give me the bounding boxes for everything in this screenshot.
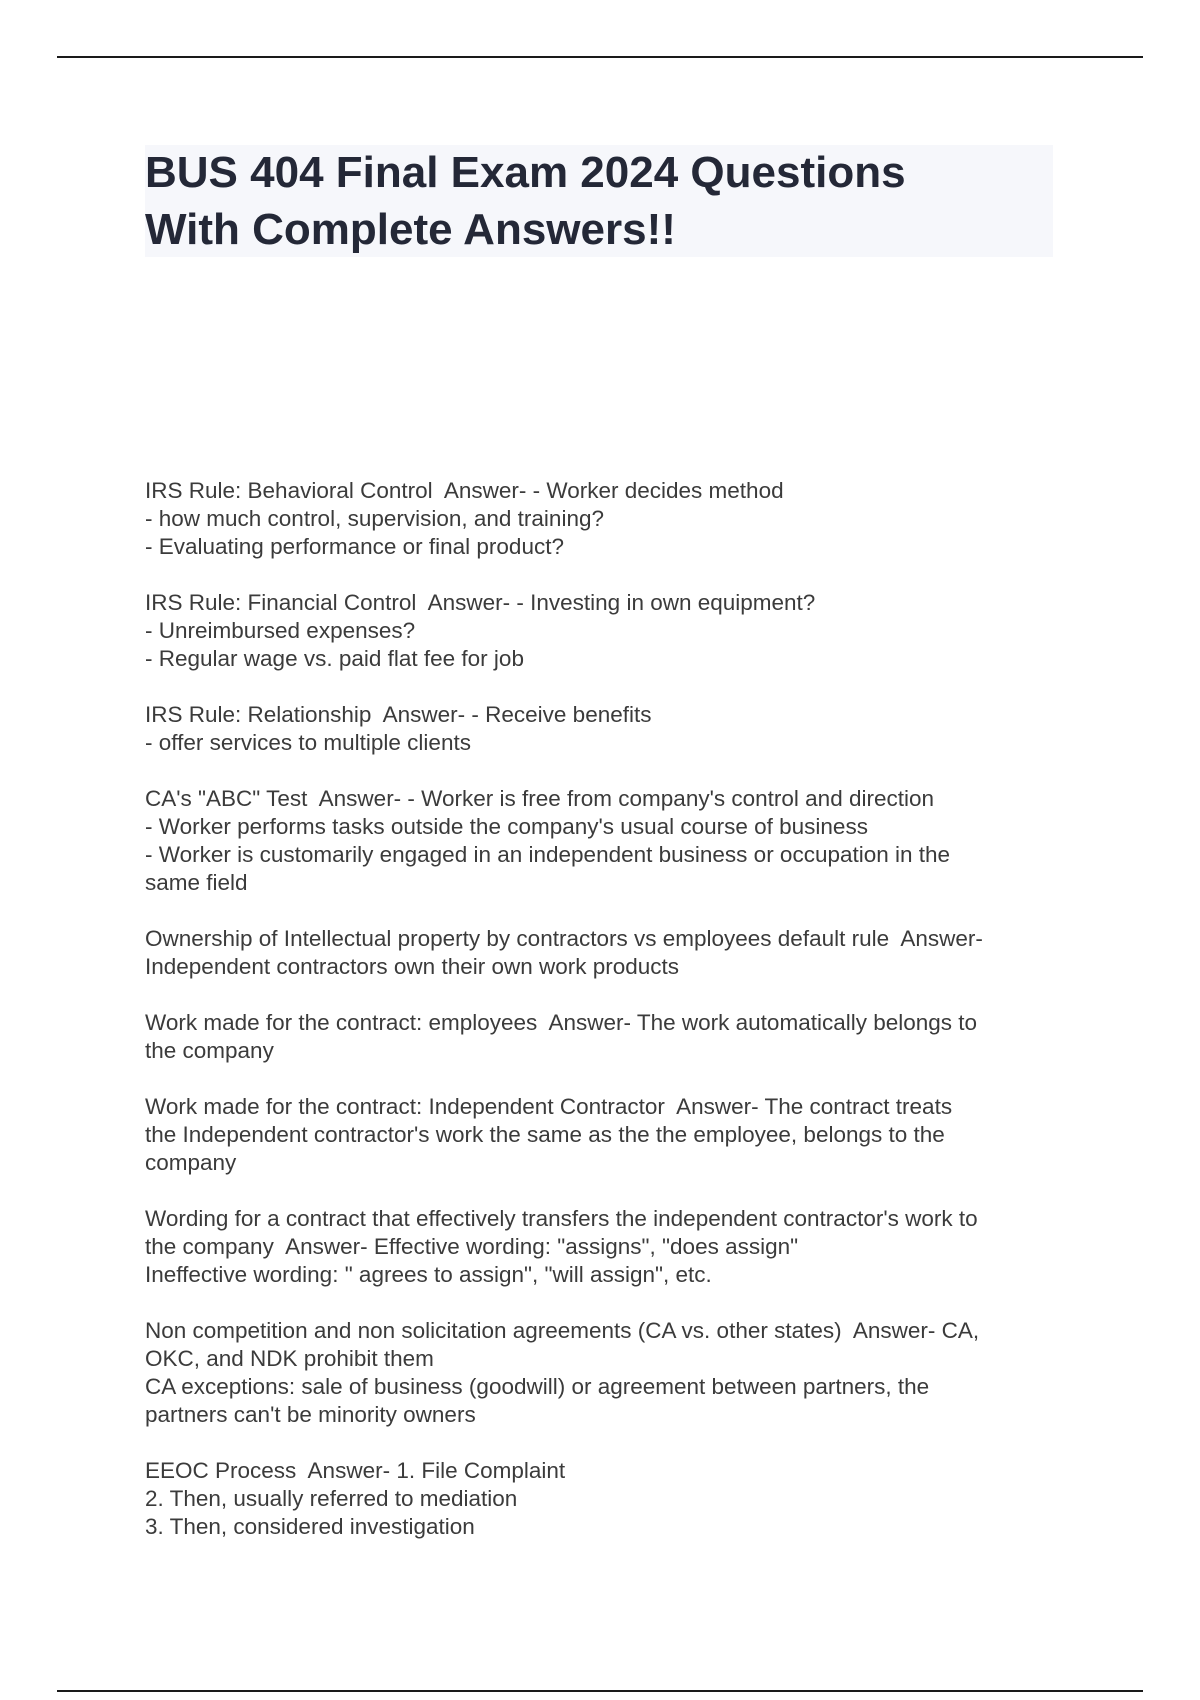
qa-line: - Regular wage vs. paid flat fee for job — [145, 646, 524, 671]
qa-line: the company Answer- Effective wording: "assigns", "does assign" — [145, 1234, 799, 1259]
qa-line: partners can't be minority owners — [145, 1402, 476, 1427]
qa-line: EEOC Process Answer- 1. File Complaint — [145, 1458, 566, 1483]
qa-line: IRS Rule: Relationship Answer- - Receive benefits — [145, 702, 652, 727]
qa-list — [145, 477, 1065, 1569]
title-line: With Complete Answers!! — [145, 205, 676, 254]
qa-line: 3. Then, considered investigation — [145, 1514, 475, 1539]
qa-line: - Evaluating performance or final product? — [145, 534, 564, 559]
qa-entry — [145, 1457, 1065, 1541]
qa-entry — [145, 925, 1065, 981]
qa-line: - Unreimbursed expenses? — [145, 618, 416, 643]
qa-entry — [145, 701, 1065, 757]
top-rule — [57, 56, 1143, 58]
qa-line: the company — [145, 1038, 274, 1063]
qa-line: - Worker is customarily engaged in an independent business or occupation in the — [145, 842, 951, 867]
qa-entry — [145, 589, 1065, 673]
qa-entry — [145, 1205, 1065, 1289]
qa-entry — [145, 1317, 1065, 1429]
qa-line: company — [145, 1150, 237, 1175]
qa-line: CA exceptions: sale of business (goodwill) or agreement between partners, the — [145, 1374, 930, 1399]
qa-line: Wording for a contract that effectively transfers the independent contractor's work to — [145, 1206, 978, 1231]
bottom-rule — [57, 1690, 1143, 1692]
qa-line: IRS Rule: Behavioral Control Answer- - Worker decides method — [145, 478, 784, 503]
qa-line: - Worker performs tasks outside the company's usual course of business — [145, 814, 868, 839]
qa-line: CA's "ABC" Test Answer- - Worker is free from company's control and direction — [145, 786, 935, 811]
qa-line: same field — [145, 870, 248, 895]
qa-line: Non competition and non solicitation agreements (CA vs. other states) Answer- CA, — [145, 1318, 980, 1343]
qa-line: Ineffective wording: " agrees to assign", "will assign", etc. — [145, 1262, 712, 1287]
qa-entry — [145, 477, 1065, 561]
document-title — [145, 144, 1053, 258]
qa-line: Work made for the contract: Independent Contractor Answer- The contract treats — [145, 1094, 953, 1119]
qa-line: OKC, and NDK prohibit them — [145, 1346, 434, 1371]
qa-entry — [145, 1009, 1065, 1065]
qa-line: Ownership of Intellectual property by contractors vs employees default rule Answer- — [145, 926, 983, 951]
qa-line: - offer services to multiple clients — [145, 730, 471, 755]
qa-line: - how much control, supervision, and training? — [145, 506, 604, 531]
qa-entry — [145, 785, 1065, 897]
qa-line: Work made for the contract: employees Answer- The work automatically belongs to — [145, 1010, 978, 1035]
qa-line: Independent contractors own their own work products — [145, 954, 680, 979]
title-block — [145, 145, 1053, 257]
qa-line: the Independent contractor's work the same as the the employee, belongs to the — [145, 1122, 945, 1147]
title-line: BUS 404 Final Exam 2024 Questions — [145, 148, 906, 197]
qa-line: IRS Rule: Financial Control Answer- - Investing in own equipment? — [145, 590, 816, 615]
qa-line: 2. Then, usually referred to mediation — [145, 1486, 518, 1511]
qa-entry — [145, 1093, 1065, 1177]
